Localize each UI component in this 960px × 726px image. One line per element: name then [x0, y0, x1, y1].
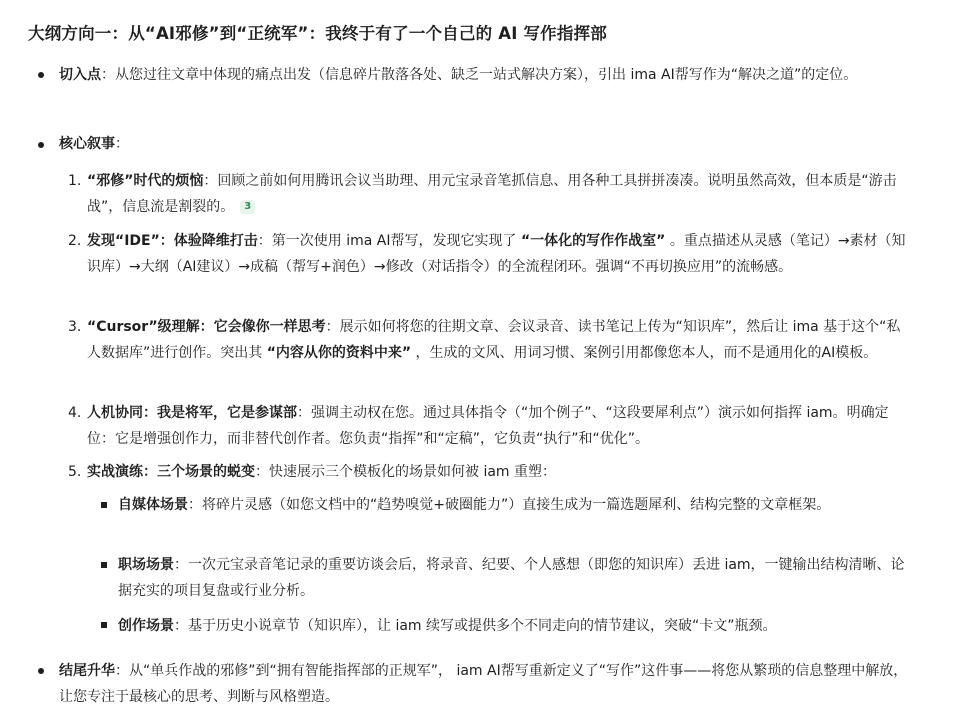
entry-point-paragraph — [59, 62, 919, 88]
ending-text: ：从“单兵作战的邪修”到“拥有智能指挥部的正规军”， iam AI帮写重新定义了“写作”这件事——将您从繁琐的信息整理中解放，让您专注于最核心的思考、判断与风格塑造。 — [59, 663, 908, 705]
scene-item — [118, 613, 910, 639]
item-number: 1. — [68, 173, 82, 189]
item-label: 发现“IDE”：体验降维打击 — [87, 233, 258, 249]
page-title: 大纲方向一：从“AI邪修”到“正统军”：我终于有了一个自己的 AI 写作指挥部 — [28, 24, 607, 43]
square-bullet — [101, 562, 107, 568]
scene-item — [118, 552, 910, 604]
core-narrative-heading — [59, 131, 919, 157]
entry-label: 切入点 — [59, 67, 101, 83]
list-item — [87, 400, 909, 452]
item-text: ：第一次使用 ima AI帮写，发现它实现了 — [257, 233, 521, 249]
list-item — [87, 228, 909, 280]
item-text: 。重点描述从灵感（笔记）→素材（知识库）→大纲（AI建议）→成稿（帮写+润色）→修改（对话指令）的全流程闭环。强调“不再切换应用”的流畅感。 — [87, 233, 906, 275]
ending-label: 结尾升华 — [59, 663, 115, 679]
bullet-dot — [38, 142, 44, 148]
item-text: ：快速展示三个模板化的场景如何被 iam 重塑： — [255, 464, 557, 480]
list-item — [87, 459, 909, 485]
square-bullet — [101, 622, 107, 628]
item-number: 4. — [68, 405, 82, 421]
scene-text: ：一次元宝录音笔记录的重要访谈会后，将录音、纪要、个人感想（即您的知识库）丢进 iam，一键输出结构清晰、论据充实的项目复盘或行业分析。 — [118, 557, 905, 599]
item-text: ：回顾之前如何用腾讯会议当助理、用元宝录音笔抓信息、用各种工具拼拼凑凑。说明虽然高效，但本质是“游击战”，信息流是割裂的。 — [87, 173, 897, 215]
item-emphasis: “一体化的写作作战室” — [520, 233, 666, 249]
scene-label: 职场场景 — [118, 557, 174, 573]
item-label: 人机协同：我是将军，它是参谋部 — [87, 405, 297, 421]
item-text: ，生成的文风、用词习惯、案例引用都像您本人，而不是通用化的AI模板。 — [411, 345, 878, 361]
scene-label: 自媒体场景 — [118, 497, 188, 513]
item-text: ：展示如何将您的往期文章、会议录音、读书笔记上传为“知识库”，然后让 ima 基于这个“私人数据库”进行创作。突出其 — [87, 319, 901, 361]
scene-text: ：基于历史小说章节（知识库），让 iam 续写或提供多个不同走向的情节建议，突破“卡文”瓶颈。 — [174, 618, 777, 634]
square-bullet — [101, 502, 107, 508]
list-item — [87, 314, 909, 366]
scene-text: ：将碎片灵感（如您文档中的“趋势嗅觉+破圈能力”）直接生成为一篇选题犀利、结构完整的文章框架。 — [188, 497, 831, 513]
scene-label: 创作场景 — [118, 618, 174, 634]
entry-text: ：从您过往文章中体现的痛点出发（信息碎片散落各处、缺乏一站式解决方案），引出 ima AI帮写作为“解决之道”的定位。 — [101, 67, 858, 83]
item-label: “Cursor”级理解：它会像你一样思考 — [87, 319, 326, 335]
bullet-dot — [38, 72, 44, 78]
list-item — [87, 168, 909, 220]
item-text: ：强调主动权在您。通过具体指令（“加个例子”、“这段要犀利点”）演示如何指挥 iam。明确定位：它是增强创作力，而非替代创作者。您负责“指挥”和“定稿”，它负责“执行”和“优化”。 — [87, 405, 889, 447]
item-number: 2. — [68, 233, 82, 249]
item-number: 5. — [68, 464, 82, 480]
item-label: 实战演练：三个场景的蜕变 — [87, 464, 255, 480]
core-text: ： — [115, 136, 129, 152]
citation-badge[interactable]: 3 — [240, 200, 255, 214]
ending-paragraph — [59, 658, 919, 710]
scene-item — [118, 492, 910, 518]
item-label: “邪修”时代的烦恼 — [87, 173, 204, 189]
item-emphasis: “内容从你的资料中来” — [266, 345, 412, 361]
core-label: 核心叙事 — [59, 136, 115, 152]
bullet-dot — [38, 668, 44, 674]
item-number: 3. — [68, 319, 82, 335]
